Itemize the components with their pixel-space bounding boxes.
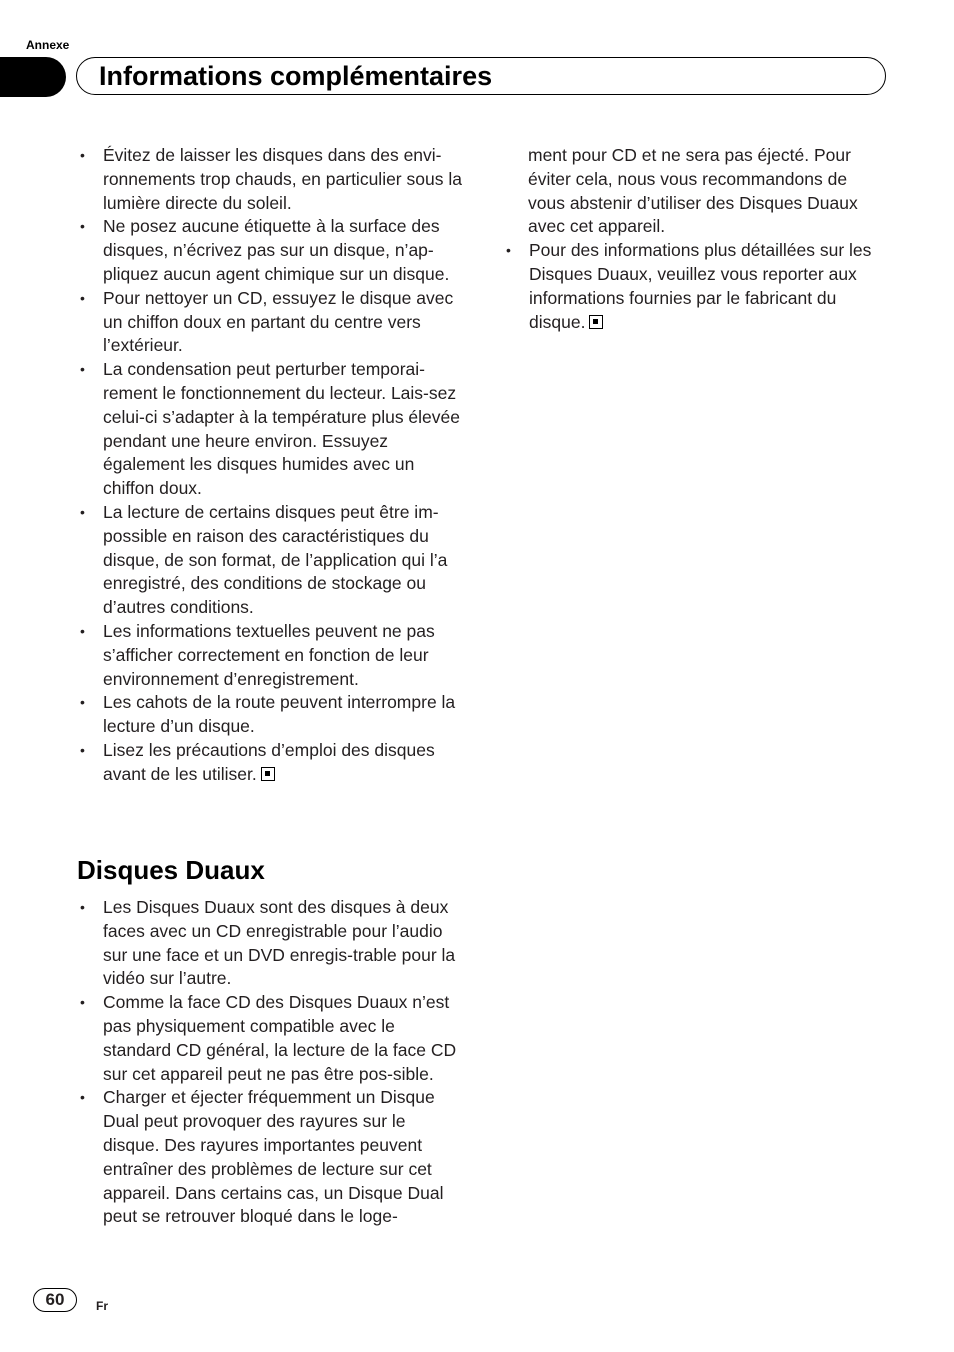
page-number: 60 — [33, 1288, 77, 1312]
list-item: • Charger et éjecter fréquemment un Disque Dual peut provoquer des rayures sur le disque. Des rayures importantes peuvent entraîner des problèmes de lecture sur cet appareil. Dans certains cas, un Disque Dual peut se retrouver bloqué dans le loge- — [80, 1087, 444, 1227]
bullet-icon: • — [80, 147, 85, 163]
left-column — [76, 144, 466, 787]
bullet-icon: • — [80, 899, 85, 915]
list-item: • Comme la face CD des Disques Duaux n’est pas physiquement compatible avec le standard CD général, la lecture de la face CD sur cet appareil peut ne pas être pos-sible. — [80, 992, 457, 1084]
section-heading: Disques Duaux — [77, 855, 265, 885]
end-of-section-icon — [261, 767, 275, 781]
page-title: Informations complémentaires — [99, 61, 493, 91]
language-code: Fr — [96, 1299, 108, 1313]
list-item: • La condensation peut perturber temporai-rement le fonctionnement du lecteur. Lais-sez celui-ci s’adapter à la température plus élevée pendant une heure environ. Essuyez également les disques humides avec un chiffon doux. — [80, 359, 460, 499]
bullet-icon: • — [80, 503, 85, 520]
duaux-column — [76, 896, 466, 1229]
precautions-list — [76, 144, 466, 787]
list-item: • Les informations textuelles peuvent ne pas s’afficher correctement en fonction de leur environnement d’enregistrement. — [80, 620, 435, 689]
bullet-icon: • — [80, 622, 85, 639]
bullet-icon: • — [80, 218, 85, 235]
list-item: • Lisez les précautions d’emploi des disques avant de les utiliser. — [80, 739, 435, 784]
bullet-icon: • — [80, 289, 85, 306]
section-tab — [0, 57, 66, 97]
list-item: • Évitez de laisser les disques dans des envi-ronnements trop chauds, en particulier sous la lumière directe du soleil. — [80, 145, 462, 213]
bullet-icon: • — [80, 994, 85, 1011]
bullet-icon: • — [80, 1089, 85, 1106]
bullet-icon: • — [80, 694, 85, 711]
end-of-section-icon — [589, 315, 603, 329]
section-label: Annexe — [26, 38, 70, 52]
list-item: • Pour nettoyer un CD, essuyez le disque avec un chiffon doux en partant du centre vers l’extérieur. — [80, 287, 454, 356]
right-column — [502, 144, 888, 334]
bullet-icon: • — [506, 242, 511, 259]
bullet-icon: • — [80, 741, 85, 758]
list-item: • Les cahots de la route peuvent interrompre la lecture d’un disque. — [80, 692, 456, 737]
duaux-list-continued — [502, 239, 888, 334]
list-item: • La lecture de certains disques peut être im-possible en raison des caractéristiques du disque, de son format, de l’application qui l’a enregistré, des conditions de stockage ou d’autres conditions. — [80, 501, 448, 618]
duaux-list — [76, 896, 466, 1229]
continued-text: ment pour CD et ne sera pas éjecté. Pour éviter cela, nous vous recommandons de vous abstenir d’utiliser des Disques Duaux avec cet appareil. — [528, 145, 858, 237]
list-item: • Pour des informations plus détaillées sur les Disques Duaux, veuillez vous reporter aux informations fournies par le fabricant du disque. — [506, 240, 872, 332]
bullet-icon: • — [80, 361, 85, 378]
list-item: • Les Disques Duaux sont des disques à deux faces avec un CD enregistrable pour l’audio sur une face et un DVD enregis-trable pour la vidéo sur l’autre. — [80, 897, 456, 989]
list-item: • Ne posez aucune étiquette à la surface des disques, n’écrivez pas sur un disque, n’ap-pliquez aucun agent chimique sur un disque. — [80, 216, 450, 284]
